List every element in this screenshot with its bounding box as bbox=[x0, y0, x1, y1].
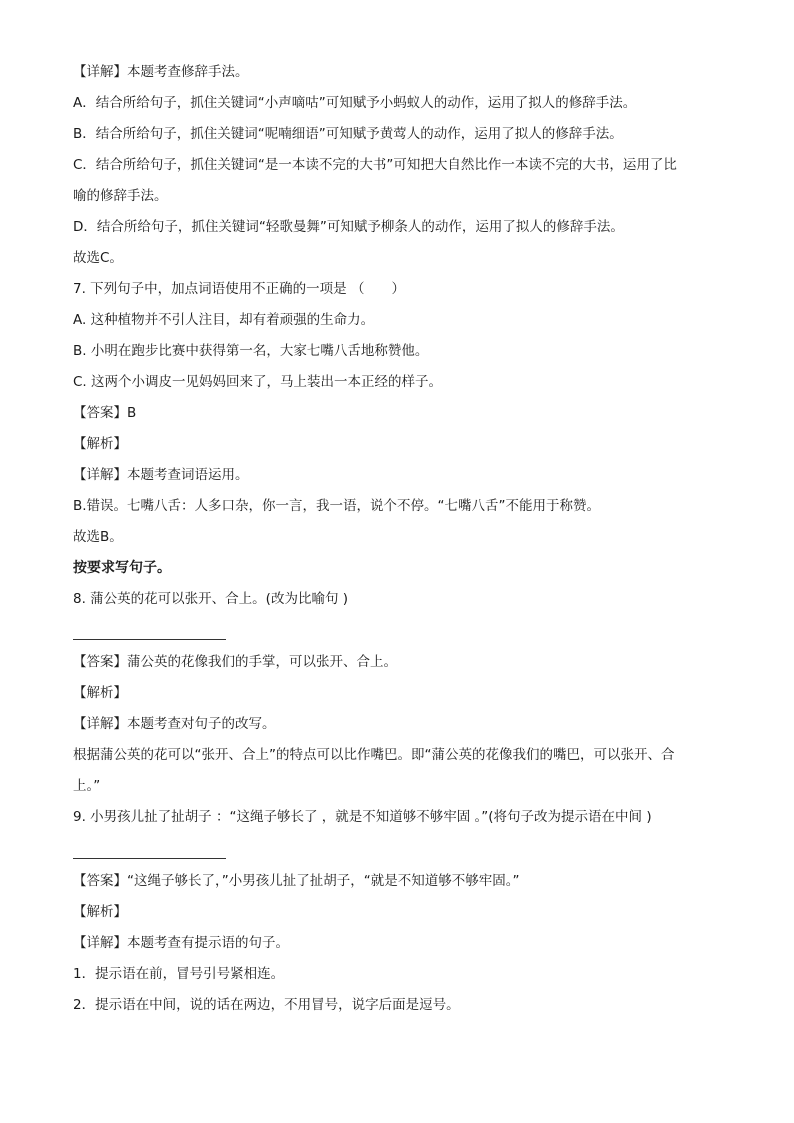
option-d-explanation: D．结合所给句子，抓住关键词“轻歌曼舞”可知赋予柳条人的动作，运用了拟人的修辞手法。 bbox=[73, 219, 624, 235]
analysis-label: 【解析】 bbox=[73, 904, 127, 920]
question-7: 7. 下列句子中，加点词语使用不正确的一项是 （ ） bbox=[73, 281, 405, 297]
rule-item-1: 1．提示语在前，冒号引号紧相连。 bbox=[73, 966, 285, 982]
analysis-label: 【解析】 bbox=[73, 685, 127, 701]
rule-item-2: 2．提示语在中间，说的话在两边，不用冒号，说字后面是逗号。 bbox=[73, 997, 460, 1013]
option-c-explanation-cont: 喻的修辞手法。 bbox=[73, 188, 168, 204]
conclusion-line: 故选C。 bbox=[73, 250, 123, 266]
answer-line: 【答案】蒲公英的花像我们的手掌，可以张开、合上。 bbox=[73, 654, 397, 670]
analysis-label: 【解析】 bbox=[73, 436, 127, 452]
section-heading: 按要求写句子。 bbox=[73, 560, 171, 576]
analysis-detail-line: 【详解】本题考查词语运用。 bbox=[73, 467, 249, 483]
question-8: 8. 蒲公英的花可以张开、合上。(改为比喻句 ) bbox=[73, 591, 348, 607]
explanation-line-cont: 上。” bbox=[73, 778, 101, 794]
conclusion-line: 故选B。 bbox=[73, 529, 123, 545]
option-c-explanation: C．结合所给句子，抓住关键词“是一本读不完的大书”可知把大自然比作一本读不完的大书，运用了比 bbox=[73, 157, 677, 173]
answer-line: 【答案】“这绳子够长了，”小男孩儿扯了扯胡子，“就是不知道够不够牢固。” bbox=[73, 873, 520, 889]
answer-blank-line bbox=[73, 639, 226, 640]
analysis-detail-line: 【详解】本题考查对句子的改写。 bbox=[73, 716, 276, 732]
question-7-option-a: A. 这种植物并不引人注目，却有着顽强的生命力。 bbox=[73, 312, 375, 328]
question-9: 9. 小男孩儿扯了扯胡子 ：“这绳子够长了 ，就是不知道够不够牢固 。”(将句子改为提示语在中间 ) bbox=[73, 809, 652, 825]
analysis-detail-line: 【详解】本题考查有提示语的句子。 bbox=[73, 935, 289, 951]
explanation-line: 根据蒲公英的花可以“张开、合上”的特点可以比作嘴巴。即“蒲公英的花像我们的嘴巴，可以张开、合 bbox=[73, 747, 675, 763]
option-b-explanation: B．结合所给句子，抓住关键词“呢喃细语”可知赋予黄莺人的动作，运用了拟人的修辞手法。 bbox=[73, 126, 623, 142]
answer-blank-line bbox=[73, 858, 226, 859]
analysis-detail-line: 【详解】本题考查修辞手法。 bbox=[73, 64, 249, 80]
question-7-option-b: B. 小明在跑步比赛中获得第一名，大家七嘴八舌地称赞他。 bbox=[73, 343, 429, 359]
answer-line: 【答案】B bbox=[73, 405, 137, 421]
option-b-explanation: B.错误。七嘴八舌：人多口杂，你一言，我一语，说个不停。“七嘴八舌”不能用于称赞。 bbox=[73, 498, 601, 514]
option-a-explanation: A．结合所给句子，抓住关键词“小声嘀咕”可知赋予小蚂蚁人的动作，运用了拟人的修辞手法。 bbox=[73, 95, 637, 111]
question-7-option-c: C. 这两个小调皮一见妈妈回来了，马上装出一本正经的样子。 bbox=[73, 374, 443, 390]
